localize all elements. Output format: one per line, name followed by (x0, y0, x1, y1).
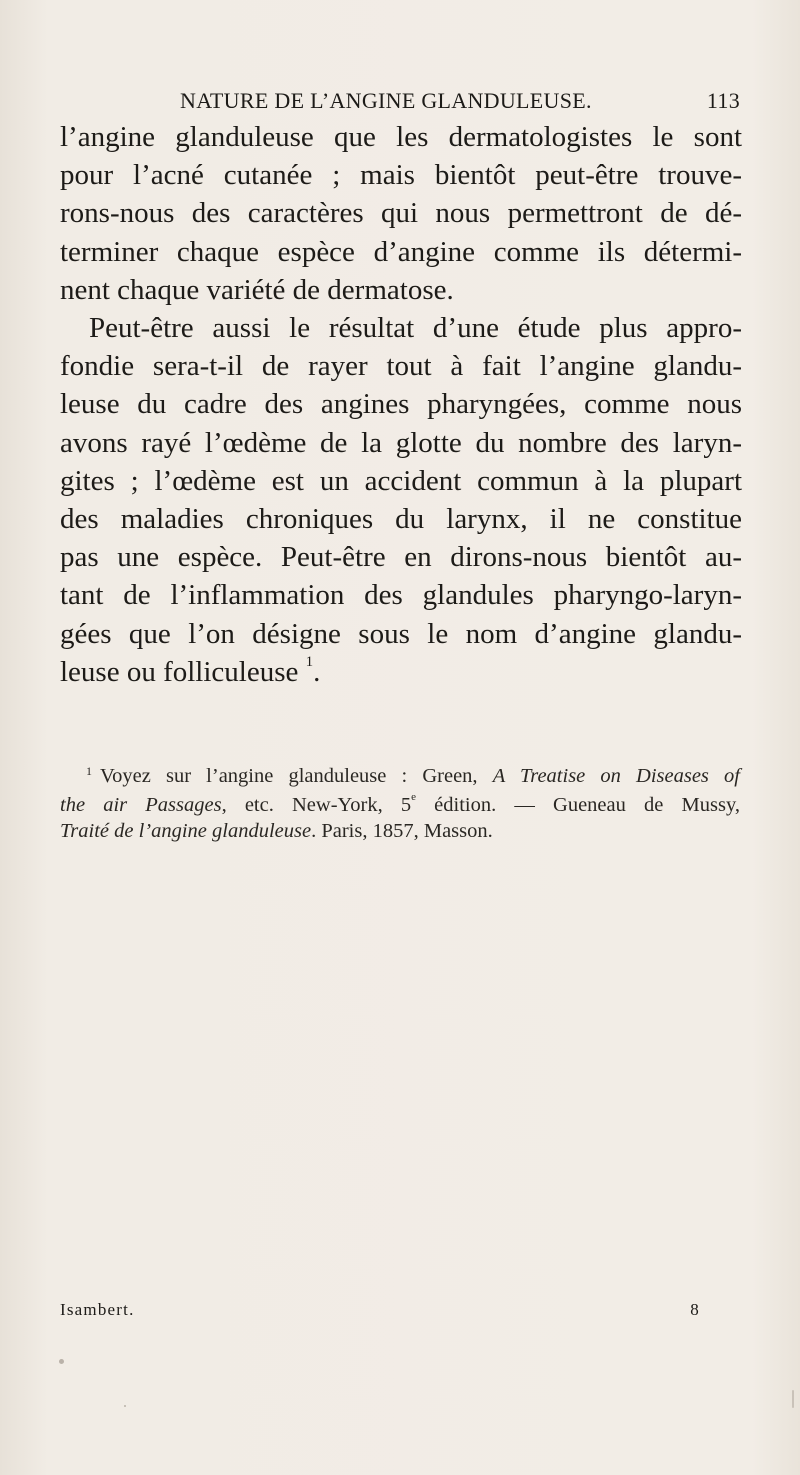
text-line: nent chaque variété de dermatose. (60, 273, 454, 306)
text-line: rons-nous des caractères qui nous permettront de dé- (60, 197, 742, 230)
signature-line (60, 1300, 700, 1324)
text-line: gites ; l’œdème est un accident commun à la plupart (60, 464, 742, 497)
text-line-final: leuse ou folliculeuse $^1$. (60, 653, 321, 688)
text-line: des maladies chroniques du larynx, il ne constitue (60, 503, 742, 536)
footnote-line: $^1$ Voyez sur l’angine glanduleuse : Green, A Treatise on Diseases of (86, 764, 740, 787)
footnote (60, 763, 740, 845)
ink-speck (792, 1390, 794, 1408)
text-line: tant de l’inflammation des glandules pharyngo-laryn- (60, 579, 742, 612)
text-line: avons rayé l’œdème de la glotte du nombre des laryn- (60, 426, 742, 459)
footnote-line: the air Passages, etc. New-York, 5e édition. — Gueneau de Mussy, (60, 790, 740, 816)
printer-signature-mark: 8 (690, 1300, 700, 1319)
ink-speck (124, 1405, 126, 1407)
printer-signature-name: Isambert. (60, 1300, 135, 1319)
footnote-marker: 1 (86, 764, 92, 778)
running-head (180, 88, 740, 118)
footnote-reference: 1 (305, 653, 314, 670)
footnote-line: Traité de l’angine glanduleuse. Paris, 1857, Masson. (60, 820, 493, 842)
body-text (60, 118, 742, 691)
text-line: pas une espèce. Peut-être en dirons-nous bientôt au- (60, 541, 742, 574)
text-line-final-text: leuse ou folliculeuse (60, 655, 299, 688)
page-number: 113 (706, 88, 740, 113)
text-line: leuse du cadre des angines pharyngées, comme nous (60, 388, 742, 421)
paragraph-start-line: Peut-être aussi le résultat d’une étude plus appro- (89, 312, 742, 345)
ink-speck (59, 1359, 64, 1364)
text-line: gées que l’on désigne sous le nom d’angine glandu- (60, 617, 742, 650)
text-line: fondie sera-t-il de rayer tout à fait l’angine glandu- (60, 350, 742, 383)
text-line: terminer chaque espèce d’angine comme ils détermi- (60, 235, 742, 268)
running-title: NATURE DE L’ANGINE GLANDULEUSE. (180, 88, 592, 113)
text-line: pour l’acné cutanée ; mais bientôt peut-être trouve- (60, 159, 742, 192)
text-line: l’angine glanduleuse que les dermatologistes le sont (60, 121, 742, 153)
